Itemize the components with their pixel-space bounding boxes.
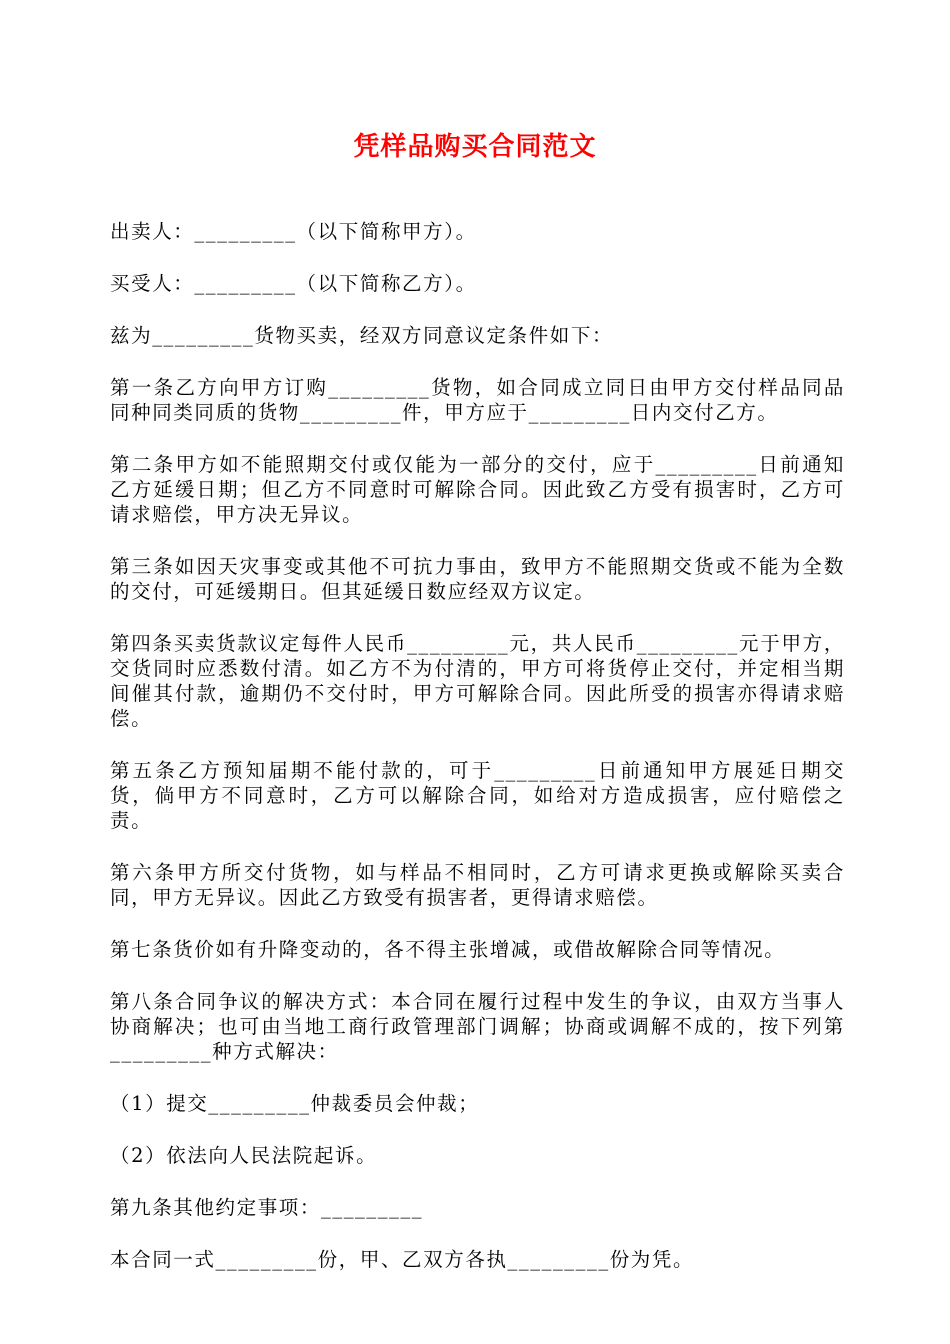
paragraph-article-2: 第二条甲方如不能照期交付或仅能为一部分的交付，应于_________日前通知乙方延缓日期；但乙方不同意时可解除合同。因此致乙方受有损害时，乙方可请求赔偿，甲方决无异议。: [110, 453, 845, 526]
document-title: 凭样品购买合同范文: [353, 132, 597, 162]
paragraph-article-1: 第一条乙方向甲方订购_________货物，如合同成立同日由甲方交付样品同品同种同类同质的货物_________件，甲方应于_________日内交付乙方。: [110, 376, 845, 424]
paragraph-article-8: 第八条合同争议的解决方式：本合同在履行过程中发生的争议，由双方当事人协商解决；也可由当地工商行政管理部门调解；协商或调解不成的，按下列第_________种方式解决：: [110, 990, 845, 1063]
document-body: [110, 219, 845, 1299]
paragraph-article-4: 第四条买卖货款议定每件人民币_________元，共人民币_________元于甲方，交货同时应悉数付清。如乙方不为付清的，甲方可将货停止交付，并定相当期间催其付款，逾期仍不交付时，甲方可解除合同。因此所受的损害亦得请求赔偿。: [110, 632, 845, 730]
paragraph-article-7: 第七条货价如有升降变动的，各不得主张增减，或借故解除合同等情况。: [110, 938, 786, 961]
paragraph-option-2: （2）依法向人民法院起诉。: [110, 1144, 378, 1167]
paragraph-preamble: 兹为_________货物买卖，经双方同意议定条件如下：: [110, 324, 614, 347]
paragraph-article-5: 第五条乙方预知届期不能付款的，可于_________日前通知甲方展延日期交货，倘甲方不同意时，乙方可以解除合同，如给对方造成损害，应付赔偿之责。: [110, 759, 845, 832]
paragraph-article-3: 第三条如因天灾事变或其他不可抗力事由，致甲方不能照期交货或不能为全数的交付，可延缓期日。但其延缓日数应经双方议定。: [110, 555, 845, 603]
paragraph-seller: 出卖人：_________（以下简称甲方）。: [110, 220, 477, 243]
paragraph-buyer: 买受人：_________（以下简称乙方）。: [110, 272, 477, 295]
paragraph-option-1: （1）提交_________仲裁委员会仲裁；: [110, 1092, 480, 1115]
paragraph-copies: 本合同一式_________份，甲、乙双方各执_________份为凭。: [110, 1248, 695, 1271]
paragraph-article-6: 第六条甲方所交付货物，如与样品不相同时，乙方可请求更换或解除买卖合同，甲方无异议。因此乙方致受有损害者，更得请求赔偿。: [110, 861, 845, 909]
paragraph-article-9: 第九条其他约定事项：_________: [110, 1196, 424, 1219]
